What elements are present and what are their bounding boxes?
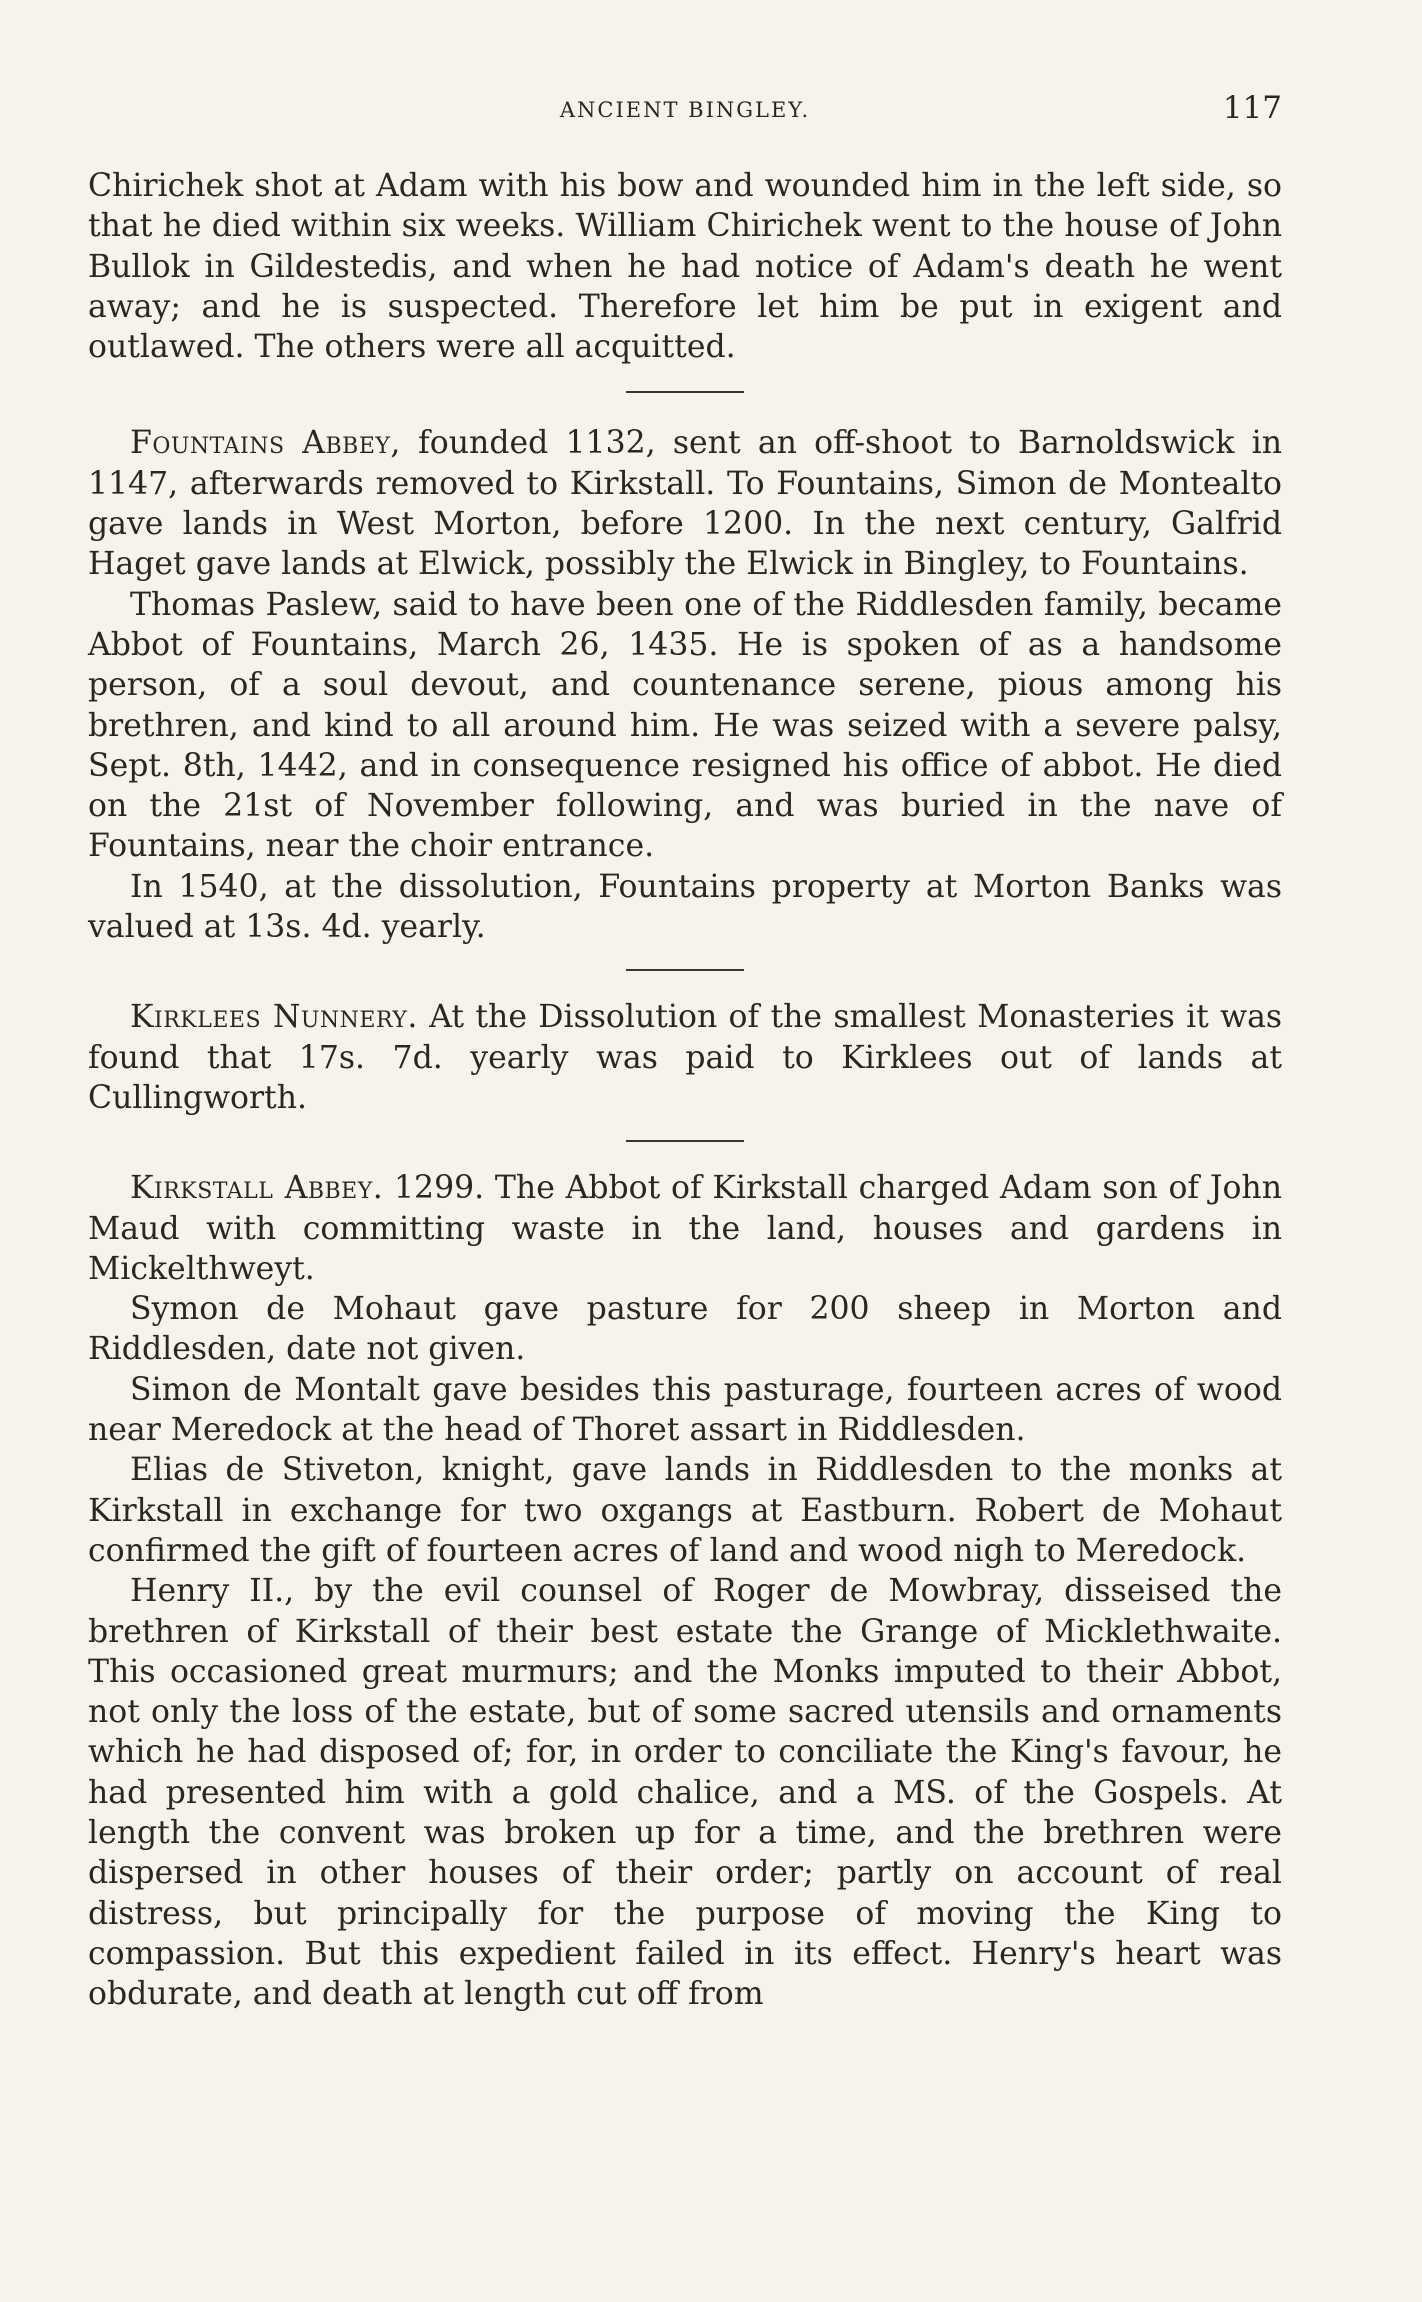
section-divider: [626, 391, 744, 393]
section-heading-fountains-abbey: Fountains Abbey,: [130, 425, 401, 462]
section-heading-kirkstall-abbey: Kirkstall Abbey.: [130, 1170, 384, 1207]
book-page: [88, 88, 1282, 2014]
section-divider: [626, 1140, 744, 1142]
section-divider: [626, 969, 744, 971]
page-number: 117: [1222, 90, 1282, 126]
paragraph-kirkstall-abbey: [88, 1168, 1282, 1289]
paragraph-dissolution: In 1540, at the dissolution, Fountains property at Morton Banks was valued at 13s. 4d. yearly.: [88, 868, 1282, 946]
running-title: ANCIENT BINGLEY.: [559, 98, 811, 122]
paragraph-simon-de-montalt: Simon de Montalt gave besides this pasturage, fourteen acres of wood near Meredock at the head of Thoret assart in Riddlesden.: [88, 1371, 1282, 1449]
paragraph-henry-ii: Henry II., by the evil counsel of Roger de Mowbray, disseised the brethren of Kirkstall of their best estate the Grange of Micklethwaite. This occasioned great murmurs; and the Monks imputed to their Abbot, not only the loss of the estate, but of some sacred utensils and ornaments which he had disposed of; for, in order to conciliate the King's favour, he had presented him with a gold chalice, and a MS. of the Gospels. At length the convent was broken up for a time, and the brethren were dispersed in other houses of their order; partly on account of real distress, but principally for the purpose of moving the King to compassion. But this expedient failed in its effect. Henry's heart was obdurate, and death at length cut off from: [88, 1573, 1282, 2013]
paragraph-chirichek: Chirichek shot at Adam with his bow and wounded him in the left side, so that he died within six weeks. William Chirichek went to the house of John Bullok in Gildestedis, and when he had notice of Adam's death he went away; and he is suspected. Therefore let him be put in exigent and outlawed. The others were all acquitted.: [88, 168, 1282, 366]
paragraph-symon-de-mohaut: Symon de Mohaut gave pasture for 200 sheep in Morton and Riddlesden, date not given.: [88, 1291, 1282, 1368]
paragraph-text: At the Dissolution of the smallest Monasteries it was found that 17s. 7d. yearly was paid to Kirklees out of lands at Cullingworth.: [88, 999, 1283, 1116]
paragraph-text: founded 1132, sent an off-shoot to Barnoldswick in 1147, afterwards removed to Kirkstall. To Fountains, Simon de Montealto gave lands in West Morton, before 1200. In the next century, Galfrid Haget gave lands at Elwick, possibly the Elwick in Bingley, to Fountains.: [88, 425, 1282, 583]
body-text: [88, 166, 1282, 2014]
paragraph-text: 1299. The Abbot of Kirkstall charged Adam son of John Maud with committing waste in the land, houses and gardens in Mickelthweyt.: [88, 1170, 1282, 1287]
paragraph-elias-de-stiveton: Elias de Stiveton, knight, gave lands in Riddlesden to the monks at Kirkstall in exchange for two oxgangs at Eastburn. Robert de Mohaut confirmed the gift of fourteen acres of land and wood nigh to Meredock.: [88, 1452, 1282, 1569]
section-heading-kirklees-nunnery: Kirklees Nunnery.: [130, 999, 418, 1036]
paragraph-kirklees-nunnery: [88, 997, 1282, 1118]
paragraph-thomas-paslew: Thomas Paslew, said to have been one of the Riddlesden family, became Abbot of Fountains, March 26, 1435. He is spoken of as a handsome person, of a soul devout, and countenance serene, pious among his brethren, and kind to all around him. He was seized with a severe palsy, Sept. 8th, 1442, and in consequence resigned his office of abbot. He died on the 21st of November following, and was buried in the nave of Fountains, near the choir entrance.: [88, 586, 1282, 865]
paragraph-fountains-abbey: [88, 423, 1282, 584]
running-head: [88, 88, 1282, 136]
